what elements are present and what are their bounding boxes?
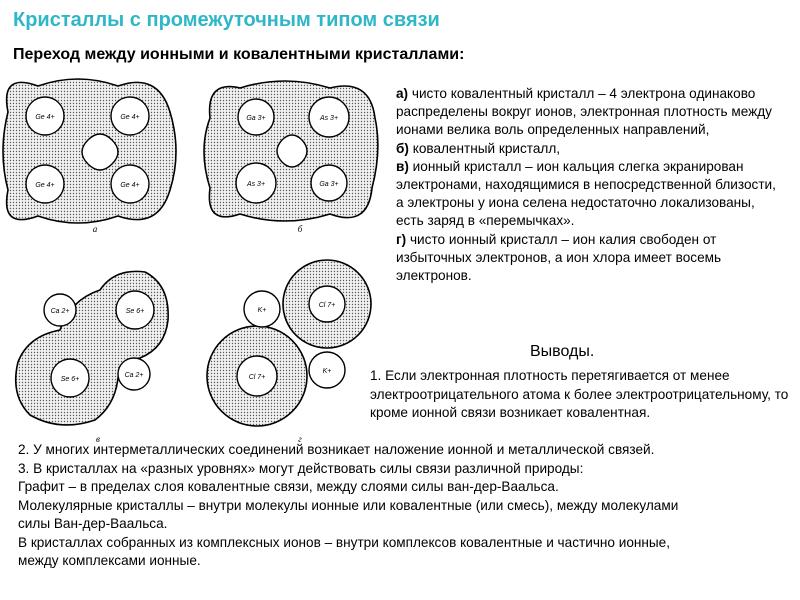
description-panel	[396, 85, 786, 285]
item-marker: в)	[396, 158, 409, 174]
ion-label: Ca 2+	[50, 308, 70, 315]
description-item	[396, 85, 786, 140]
panel-caption: г	[298, 434, 302, 444]
ion-label: K+	[257, 307, 267, 314]
ion-label: As 3+	[319, 115, 339, 122]
panel-caption: а	[92, 224, 98, 234]
item-marker: а)	[396, 86, 409, 101]
conclusion-item: В кристаллах собранных из комплексных ионов – внутри комплексов ковалентные и частично ионные,	[18, 534, 671, 550]
ion-label: Ge 4+	[120, 114, 140, 121]
conclusions-heading: Выводы.	[530, 343, 595, 360]
conclusions-list	[18, 441, 788, 571]
panel-b-covalent	[204, 81, 378, 234]
description-item	[396, 140, 786, 158]
ion-label: K+	[322, 368, 332, 375]
slide-title: Кристаллы с промежуточным типом связи	[13, 9, 440, 31]
panel-caption: б	[297, 224, 303, 234]
ion-label: Cl 7+	[318, 302, 336, 309]
slide-subtitle: Переход между ионными и ковалентными кристаллами:	[13, 46, 465, 63]
ion-label: Se 6+	[125, 308, 145, 315]
panel-a-covalent	[3, 79, 176, 234]
conclusion-item: силы Ван-дер-Ваальса.	[18, 516, 168, 531]
panel-c-ionic	[16, 271, 168, 444]
description-item	[396, 231, 786, 286]
item-marker: г)	[396, 231, 407, 247]
item-text: ионный кристалл – ион кальция слегка экранирован электронами, находящимися в непосредственной близости, а электроны у иона селена недостаточно локализованы, есть заряд в «перемычках».	[396, 158, 776, 229]
item-marker: б)	[396, 140, 409, 156]
ion-label: Ge 4+	[35, 182, 55, 189]
ion-label: Ge 4+	[120, 182, 140, 189]
conclusion-item: 2. У многих интерметаллических соединений возникает наложение ионной и металлической связей.	[18, 442, 655, 457]
conclusion-item: 1. Если электронная плотность перетягивается от менее электроотрицательного атома к более электроотрицательному, то кроме ионной связи возникает ковалентная.	[370, 368, 789, 420]
ion-label: Cl 7+	[248, 374, 266, 381]
panel-d-ionic	[207, 260, 371, 444]
ion-label: Ca 2+	[124, 372, 144, 379]
conclusion-item: Молекулярные кристаллы – внутри молекулы ионные или ковалентные (или смесь), между молекулами	[18, 497, 679, 513]
ion-label: Ge 4+	[35, 114, 55, 121]
panel-caption: в	[96, 434, 100, 444]
item-text: ковалентный кристалл,	[408, 140, 561, 156]
ion-label: As 3+	[246, 181, 266, 188]
panel-b-center-hole	[277, 135, 307, 167]
description-item	[396, 158, 786, 231]
conclusion-item: 3. В кристаллах на «разных уровнях» могут действовать силы связи различной природы:	[18, 460, 584, 476]
conclusion-item: Графит – в пределах слоя ковалентные связи, между слоями силы ван-дер-Ваальса.	[18, 479, 559, 494]
item-text: чисто ковалентный кристалл – 4 электрона одинаково распределены вокруг ионов, электронная плотность между ионами велика воль определенных направлений,	[396, 86, 772, 138]
conclusion-item: между комплексами ионные.	[18, 553, 201, 568]
item-text: чисто ионный кристалл – ион калия свободен от избыточных электронов, а ион хлора имеет восемь электронов.	[396, 231, 722, 284]
ion-label: Ga 3+	[246, 115, 266, 122]
ion-label: Se 6+	[60, 376, 80, 383]
ion-label: Ga 3+	[319, 181, 339, 188]
